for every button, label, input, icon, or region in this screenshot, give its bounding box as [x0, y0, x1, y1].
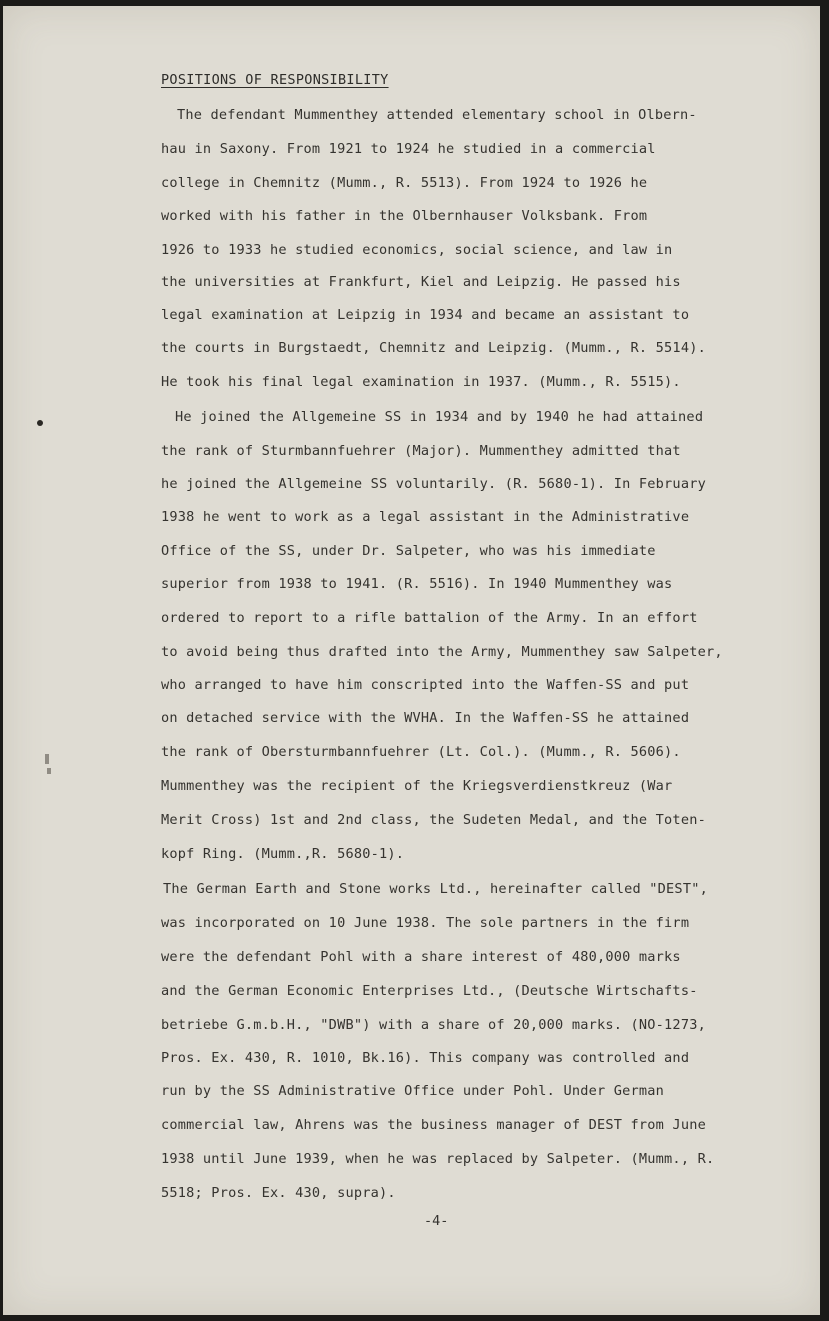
document-page [3, 6, 820, 1315]
text-line: kopf Ring. (Mumm.,R. 5680-1). [161, 846, 405, 862]
text-line: were the defendant Pohl with a share interest of 480,000 marks [161, 949, 681, 965]
margin-mark [47, 768, 51, 774]
text-line: He joined the Allgemeine SS in 1934 and by 1940 he had attained [175, 409, 704, 425]
text-line: Pros. Ex. 430, R. 1010, Bk.16). This company was controlled and [161, 1050, 690, 1066]
text-line: 1938 he went to work as a legal assistant in the Administrative [161, 509, 690, 525]
text-line: legal examination at Leipzig in 1934 and became an assistant to [161, 307, 690, 323]
text-line: college in Chemnitz (Mumm., R. 5513). From 1924 to 1926 he [161, 175, 648, 191]
text-line: ordered to report to a rifle battalion of the Army. In an effort [161, 610, 698, 626]
text-line: worked with his father in the Olbernhauser Volksbank. From [161, 208, 648, 224]
text-line: to avoid being thus drafted into the Army, Mummenthey saw Salpeter, [161, 644, 723, 660]
text-line: betriebe G.m.b.H., "DWB") with a share of 20,000 marks. (NO-1273, [161, 1017, 706, 1033]
text-line: 1938 until June 1939, when he was replaced by Salpeter. (Mumm., R. [161, 1151, 715, 1167]
text-line: Merit Cross) 1st and 2nd class, the Sudeten Medal, and the Toten- [161, 812, 706, 828]
text-line: 1926 to 1933 he studied economics, social science, and law in [161, 242, 673, 258]
text-line: on detached service with the WVHA. In the Waffen-SS he attained [161, 710, 690, 726]
text-line: superior from 1938 to 1941. (R. 5516). In 1940 Mummenthey was [161, 576, 673, 592]
text-line: who arranged to have him conscripted into the Waffen-SS and put [161, 677, 690, 693]
text-line: hau in Saxony. From 1921 to 1924 he studied in a commercial [161, 141, 656, 157]
text-line: The defendant Mummenthey attended elementary school in Olbern- [177, 107, 697, 123]
text-line: run by the SS Administrative Office under Pohl. Under German [161, 1083, 665, 1099]
text-line: The German Earth and Stone works Ltd., hereinafter called "DEST", [163, 881, 708, 897]
text-line: he joined the Allgemeine SS voluntarily. (R. 5680-1). In February [161, 476, 706, 492]
text-line: the universities at Frankfurt, Kiel and Leipzig. He passed his [161, 274, 681, 290]
punch-hole [37, 420, 43, 426]
page-number: -4- [424, 1213, 449, 1229]
text-line: was incorporated on 10 June 1938. The sole partners in the firm [161, 915, 690, 931]
text-line: Office of the SS, under Dr. Salpeter, who was his immediate [161, 543, 656, 559]
text-line: the courts in Burgstaedt, Chemnitz and Leipzig. (Mumm., R. 5514). [161, 340, 706, 356]
text-line: the rank of Sturmbannfuehrer (Major). Mummenthey admitted that [161, 443, 681, 459]
section-heading: POSITIONS OF RESPONSIBILITY [161, 72, 389, 88]
margin-mark [45, 754, 49, 764]
text-line: He took his final legal examination in 1937. (Mumm., R. 5515). [161, 374, 681, 390]
text-line: the rank of Obersturmbannfuehrer (Lt. Col.). (Mumm., R. 5606). [161, 744, 681, 760]
text-line: Mummenthey was the recipient of the Kriegsverdienstkreuz (War [161, 778, 673, 794]
text-line: and the German Economic Enterprises Ltd., (Deutsche Wirtschafts- [161, 983, 698, 999]
text-line: 5518; Pros. Ex. 430, supra). [161, 1185, 396, 1201]
text-line: commercial law, Ahrens was the business manager of DEST from June [161, 1117, 706, 1133]
